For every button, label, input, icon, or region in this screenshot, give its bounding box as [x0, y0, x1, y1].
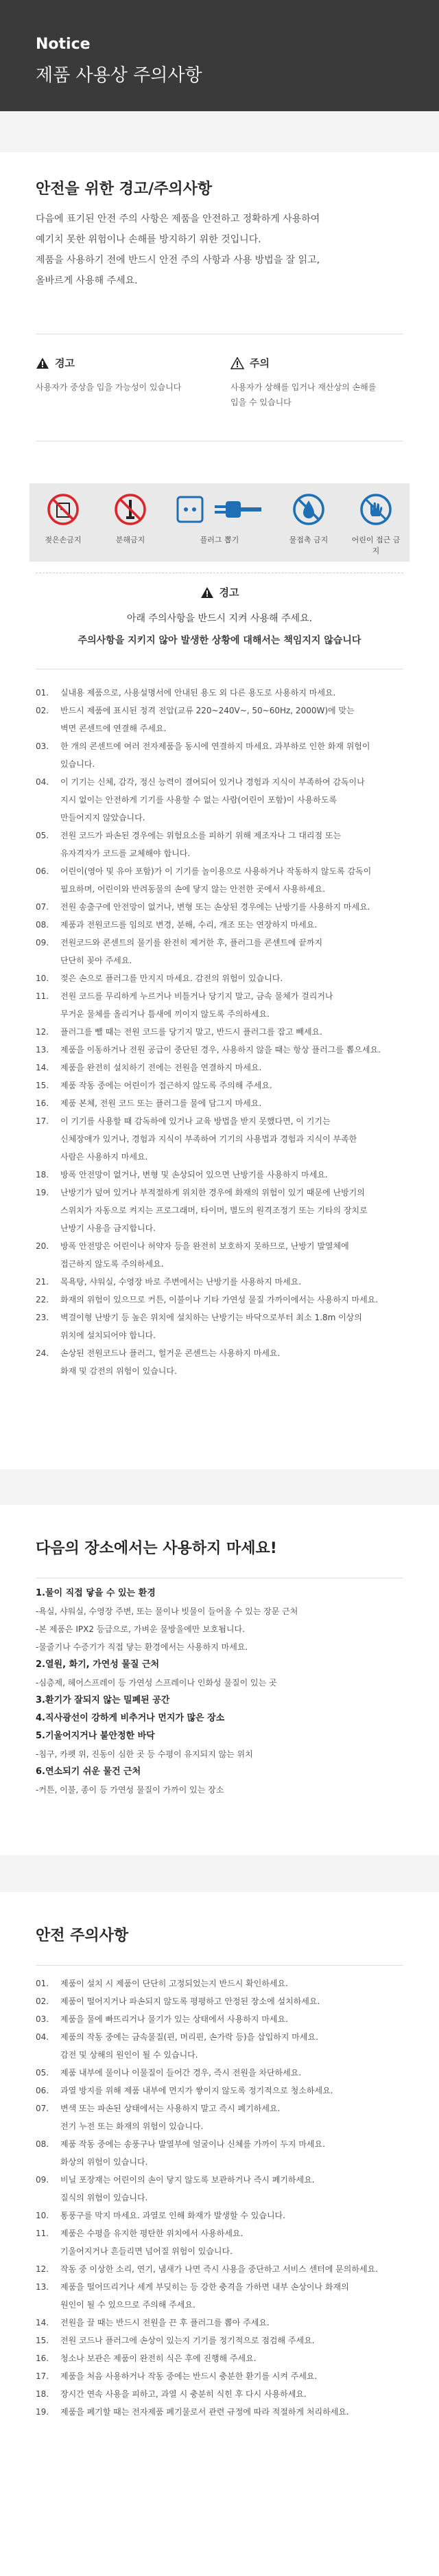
- no-wet-hands-icon: [47, 493, 80, 526]
- item-number: [36, 809, 60, 827]
- list-item: [36, 2296, 410, 2314]
- list-item: [36, 1184, 410, 1201]
- no-water-icon: [292, 493, 325, 526]
- item-text: 제품과 전원코드를 임의로 변경, 분해, 수리, 개조 또는 연장하지 마세요.: [60, 920, 318, 930]
- item-text: 화상의 위험이 있습니다.: [60, 2157, 148, 2167]
- item-number: [36, 2117, 60, 2135]
- item-text: 제품의 작동 중에는 금속물질(핀, 머리핀, 손가락 등)을 삽입하지 마세요.: [60, 2032, 318, 2042]
- item-text: 제품을 떨어뜨리거나 세게 부딪히는 등 강한 충격을 가하면 내부 손상이나 화재의: [60, 2282, 349, 2292]
- list-item: [36, 755, 410, 773]
- item-number: [36, 1148, 60, 1166]
- warning-icon: [200, 586, 214, 599]
- item-number: 19.: [36, 2407, 49, 2417]
- item-number: 01.: [36, 688, 49, 698]
- warning-box: [36, 356, 211, 395]
- list-item: [36, 2153, 410, 2171]
- icon-label: 젖은손금지: [45, 536, 82, 544]
- item-text: 한 개의 콘센트에 여러 전자제품을 동시에 연결하지 마세요. 과부하로 인한 화재 위험이: [60, 741, 370, 751]
- list-item: [36, 1148, 410, 1166]
- item-number: [36, 1255, 60, 1273]
- place-heading: 3.환기가 잘되지 않는 밀폐된 공간: [36, 1695, 170, 1705]
- item-number: 13.: [36, 1045, 49, 1055]
- list-item: [36, 2100, 410, 2117]
- icon-item: [350, 493, 402, 556]
- item-text: 제품을 폐기할 때는 전자제품 폐기물로서 관련 규정에 따라 적절하게 처리하세요.: [60, 2407, 349, 2417]
- list-item: [36, 1005, 410, 1023]
- list-item: [36, 1326, 410, 1344]
- icon-label: 플러그 뽑기: [200, 536, 239, 544]
- list-item: [36, 934, 410, 952]
- item-text: 감전 및 상해의 원인이 될 수 있습니다.: [60, 2050, 198, 2060]
- item-text: 통풍구를 막지 마세요. 과열로 인해 화재가 발생할 수 있습니다.: [60, 2211, 285, 2220]
- item-text: 난방기가 덮여 있거나 부적절하게 위치한 경우에 화재의 위험이 있기 때문에 난방기의: [60, 1188, 365, 1197]
- item-text: 무거운 물체를 올리거나 틈새에 끼이지 않도록 주의하세요.: [60, 1009, 270, 1019]
- list-item: [36, 827, 410, 844]
- intro-line: 올바르게 사용해 주세요.: [36, 275, 138, 286]
- cautions-section: [0, 1892, 439, 2576]
- item-text: 단단히 꽂아 주세요.: [60, 956, 132, 965]
- list-item: [36, 987, 410, 1005]
- list-item: [36, 2332, 410, 2349]
- safety-intro: [36, 209, 406, 291]
- safety-section: [0, 152, 439, 1469]
- item-text: 전원 코드를 무리하게 누르거나 비틀거나 당기지 말고, 금속 물체가 걸리거나: [60, 991, 333, 1001]
- place-heading: 1.물이 직접 닿을 수 있는 환경: [36, 1588, 156, 1598]
- item-text: 작동 중 이상한 소리, 연기, 냄새가 나면 즉시 사용을 중단하고 서비스 센터에 문의하세요.: [60, 2264, 378, 2274]
- item-text: 플러그를 뺄 때는 전원 코드를 당기지 말고, 반드시 플러그를 잡고 빼세요.: [60, 1027, 322, 1037]
- item-text: 제품을 이동하거나 전원 공급이 중단된 경우, 사용하지 않을 때는 항상 플러그를 뽑으세요.: [60, 1045, 381, 1055]
- item-number: 12.: [36, 1027, 49, 1037]
- item-number: 02.: [36, 706, 49, 715]
- safety-heading: 안전을 위한 경고/주의사항: [36, 181, 213, 198]
- icon-label: 어린이 접근 금지: [351, 536, 401, 555]
- list-item: [36, 1992, 410, 2010]
- no-disassembly-icon: [114, 493, 147, 526]
- item-number: 12.: [36, 2264, 49, 2274]
- item-text: 이 기기를 사용할 때 감독하에 있거나 교육 방법을 받지 못했다면, 이 기기는: [60, 1116, 331, 1126]
- list-item: [36, 2349, 410, 2367]
- item-number: [36, 2296, 60, 2314]
- list-item: [36, 898, 410, 916]
- item-number: 05.: [36, 2068, 49, 2078]
- places-list: [36, 1585, 410, 1799]
- item-number: 13.: [36, 2282, 49, 2292]
- list-item: [36, 2117, 410, 2135]
- place-detail: -심층제, 헤어스프레이 등 가연성 스프레이나 인화성 물질이 있는 곳: [36, 1678, 277, 1688]
- list-item: [36, 684, 410, 702]
- cautions-list: [36, 1975, 410, 2421]
- item-text: 벽걸이형 난방기 등 높은 위치에 설치하는 난방기는 바닥으로부터 최소 1.8m 이상의: [60, 1313, 362, 1322]
- cautions-heading: 안전 주의사항: [36, 1927, 129, 1944]
- caution-desc: 사용자가 상해를 입거나 재산상의 손해를 입을 수 있습니다: [230, 382, 377, 407]
- item-text: 난방기 사용을 금지합니다.: [60, 1223, 156, 1233]
- item-number: 10.: [36, 974, 49, 983]
- item-number: 18.: [36, 2389, 49, 2399]
- item-text: 지시 없이는 안전하게 기기를 사용할 수 없는 사람(어린이 포함)이 사용하도록: [60, 795, 337, 805]
- item-text: 비닐 포장재는 어린이의 손이 닿지 않도록 보관하거나 즉시 폐기하세요.: [60, 2175, 315, 2185]
- list-item: [36, 2385, 410, 2403]
- place-detail: -물줄기나 수증기가 직접 닿는 환경에서는 사용하지 마세요.: [36, 1642, 248, 1652]
- item-number: 21.: [36, 1277, 49, 1287]
- item-text: 제품 작동 중에는 어린이가 접근하지 않도록 주의해 주세요.: [60, 1081, 272, 1090]
- item-text: 위치에 설치되어야 합니다.: [60, 1331, 156, 1340]
- list-item: [36, 2403, 410, 2421]
- item-text: 방폭 안전망이 없거나, 변형 및 손상되어 있으면 난방기를 사용하지 마세요.: [60, 1170, 328, 1180]
- warning-title: 경고: [55, 357, 75, 369]
- place-heading: 5.기울어지거나 불안정한 바닥: [36, 1731, 155, 1741]
- item-number: 22.: [36, 1295, 49, 1304]
- item-number: 11.: [36, 991, 49, 1001]
- item-text: 전원 송출구에 안전망이 없거나, 변형 또는 손상된 경우에는 난방기를 사용하지 마세요.: [60, 902, 370, 912]
- item-text: 전원을 끌 때는 반드시 전원을 끈 후 플러그를 뽑아 주세요.: [60, 2318, 270, 2327]
- list-item: [36, 809, 410, 827]
- icon-label: 물접촉 금지: [289, 536, 329, 544]
- icon-label: 분해금지: [115, 536, 145, 544]
- item-number: [36, 2046, 60, 2064]
- place-detail: -커튼, 이불, 종이 등 가연성 물질이 가까이 있는 장소: [36, 1785, 224, 1795]
- item-number: [36, 1326, 60, 1344]
- icon-item: [283, 493, 335, 545]
- list-item: [36, 1130, 410, 1148]
- safety-list: [36, 684, 410, 1380]
- place-detail: -욕실, 샤워실, 수영장 주변, 또는 물이나 빗물이 들어올 수 있는 장문 근처: [36, 1607, 298, 1616]
- item-number: 03.: [36, 741, 49, 751]
- list-item: [36, 702, 410, 720]
- caution-header: [0, 585, 439, 652]
- item-number: 02.: [36, 1997, 49, 2006]
- item-text: 사람은 사용하지 마세요.: [60, 1152, 148, 1162]
- list-item: [36, 2207, 410, 2224]
- item-number: 15.: [36, 2336, 49, 2345]
- item-number: [36, 952, 60, 969]
- list-item: [36, 2082, 410, 2100]
- item-number: 07.: [36, 2104, 49, 2113]
- item-number: 11.: [36, 2229, 49, 2238]
- place-heading: 2.열원, 화기, 가연성 물질 근처: [36, 1659, 160, 1670]
- item-text: 제품은 수평을 유지한 평탄한 위치에서 사용하세요.: [60, 2229, 244, 2238]
- unplug-icon: [175, 493, 264, 526]
- item-number: 14.: [36, 2318, 49, 2327]
- intro-line: 다음에 표기된 안전 주의 사항은 제품을 안전하고 정확하게 사용하여: [36, 214, 320, 225]
- item-text: 청소나 보관은 제품이 완전히 식은 후에 진행해 주세요.: [60, 2354, 257, 2363]
- item-number: [36, 880, 60, 898]
- list-item: [36, 2028, 410, 2046]
- list-item: [36, 1291, 410, 1309]
- item-number: 05.: [36, 831, 49, 840]
- item-number: 03.: [36, 2014, 49, 2024]
- item-number: 06.: [36, 866, 49, 876]
- list-item: [36, 2046, 410, 2064]
- item-text: 벽면 콘센트에 연결해 주세요.: [60, 724, 167, 733]
- list-item: [36, 1309, 410, 1326]
- item-text: 전원 코드나 플러그에 손상이 있는지 기기를 정기적으로 점검해 주세요.: [60, 2336, 315, 2345]
- item-text: 있습니다.: [60, 759, 95, 769]
- list-item: [36, 2242, 410, 2260]
- item-text: 필요하며, 어린이와 반려동물의 손에 닿지 않는 안전한 곳에서 사용하세요.: [60, 884, 325, 894]
- item-number: 15.: [36, 1081, 49, 1090]
- list-item: [36, 773, 410, 791]
- item-number: [36, 720, 60, 737]
- list-item: [36, 737, 410, 755]
- warning-icon: [36, 357, 49, 369]
- icon-item: [171, 493, 268, 545]
- item-text: 화재 및 감전의 위험이 있습니다.: [60, 1366, 177, 1376]
- item-text: 전기 누전 또는 화재의 위험이 있습니다.: [60, 2121, 204, 2131]
- list-item: [36, 916, 410, 934]
- item-text: 변색 또는 파손된 상태에서는 사용하지 말고 즉시 폐기하세요.: [60, 2104, 281, 2113]
- item-text: 제품 작동 중에는 송풍구나 발열부에 얼굴이나 신체를 가까이 두지 마세요.: [60, 2139, 325, 2149]
- list-item: [36, 1077, 410, 1094]
- item-text: 스위치가 자동으로 켜지는 프로그래머, 타이머, 별도의 원격조정기 또는 기타의 장치로: [60, 1206, 368, 1215]
- place-heading: 6.연소되기 쉬운 물건 근처: [36, 1767, 141, 1777]
- list-item: [36, 2314, 410, 2332]
- caution-box: [230, 356, 381, 410]
- header-subtitle: Notice: [36, 36, 91, 53]
- list-item: [36, 1975, 410, 1992]
- list-item: [36, 1219, 410, 1237]
- item-text: 제품을 물에 빠뜨리거나 물기가 있는 상태에서 사용하지 마세요.: [60, 2014, 288, 2024]
- item-number: 01.: [36, 1979, 49, 1988]
- item-text: 제품 내부에 물이나 이물질이 들어간 경우, 즉시 전원을 차단하세요.: [60, 2068, 302, 2078]
- prohibition-icons: [29, 483, 410, 562]
- item-number: 09.: [36, 2175, 49, 2185]
- item-number: 24.: [36, 1348, 49, 1358]
- item-number: 16.: [36, 1099, 49, 1108]
- list-item: [36, 2135, 410, 2153]
- item-text: 기울어지거나 흔들리면 넘어질 위험이 있습니다.: [60, 2246, 233, 2256]
- item-number: [36, 2189, 60, 2207]
- item-text: 제품을 처음 사용하거나 작동 중에는 반드시 충분한 환기를 시켜 주세요.: [60, 2371, 318, 2381]
- item-number: 20.: [36, 1241, 49, 1251]
- list-item: [36, 1166, 410, 1184]
- item-text: 실내용 제품으로, 사용설명서에 안내된 용도 외 다른 용도로 사용하지 마세요.: [60, 688, 336, 698]
- list-item: [36, 1273, 410, 1291]
- item-number: 04.: [36, 2032, 49, 2042]
- item-number: 09.: [36, 938, 49, 947]
- places-section: [0, 1505, 439, 1855]
- item-text: 전원 코드가 파손된 경우에는 위험요소를 피하기 위해 제조자나 그 대리점 또는: [60, 831, 342, 840]
- list-item: [36, 2189, 410, 2207]
- header-title: 제품 사용상 주의사항: [36, 65, 202, 86]
- item-number: 18.: [36, 1170, 49, 1180]
- item-number: [36, 1201, 60, 1219]
- warning-desc: 사용자가 중상을 입을 가능성이 있습니다: [36, 382, 182, 392]
- item-number: 14.: [36, 1063, 49, 1072]
- list-item: [36, 952, 410, 969]
- caution-icon: [230, 357, 244, 369]
- list-item: [36, 1201, 410, 1219]
- item-number: [36, 1130, 60, 1148]
- item-text: 방폭 안전망은 어린이나 허약자 등을 완전히 보호하지 못하므로, 난방기 발열체에: [60, 1241, 349, 1251]
- item-number: 17.: [36, 1116, 49, 1126]
- list-item: [36, 720, 410, 737]
- list-item: [36, 1255, 410, 1273]
- list-item: [36, 791, 410, 809]
- list-item: [36, 2278, 410, 2296]
- divider: [36, 1965, 403, 1966]
- item-number: 23.: [36, 1313, 49, 1322]
- list-item: [36, 1344, 410, 1362]
- item-text: 장시간 연속 사용을 피하고, 과열 시 충분히 식힌 후 다시 사용하세요.: [60, 2389, 307, 2399]
- caution-title: 주의: [250, 357, 270, 369]
- places-heading: 다음의 장소에서는 사용하지 마세요!: [36, 1540, 277, 1557]
- item-number: [36, 1362, 60, 1380]
- place-detail: -침구, 카펫 위, 진동이 심한 곳 등 수평이 유지되지 않는 위치: [36, 1749, 253, 1759]
- list-item: [36, 2224, 410, 2242]
- list-item: [36, 1059, 410, 1077]
- item-text: 신체장애가 있거나, 경험과 지식이 부족하여 기기의 사용법과 경험과 지식이 부족한: [60, 1134, 357, 1144]
- item-text: 제품을 완전히 설치하기 전에는 전원을 연결하지 마세요.: [60, 1063, 262, 1072]
- page-header: [0, 0, 439, 111]
- list-item: [36, 844, 410, 862]
- item-text: 전원코드와 콘센트의 물기를 완전히 제거한 후, 플러그를 콘센트에 끝까지: [60, 938, 323, 947]
- item-number: [36, 791, 60, 809]
- item-text: 화재의 위험이 있으므로 커튼, 이불이나 기타 가연성 물질 가까이에서는 사용하지 마세요.: [60, 1295, 379, 1304]
- item-text: 과열 방지를 위해 제품 내부에 먼지가 쌓이지 않도록 정기적으로 청소하세요.: [60, 2086, 333, 2095]
- item-number: 04.: [36, 777, 49, 787]
- icon-item: [104, 493, 156, 545]
- item-text: 제품이 떨어지거나 파손되지 않도록 평평하고 안정된 장소에 설치하세요.: [60, 1997, 320, 2006]
- item-text: 원인이 될 수 있으므로 주의해 주세요.: [60, 2300, 195, 2310]
- item-text: 접근하지 않도록 주의하세요.: [60, 1259, 164, 1269]
- item-number: [36, 755, 60, 773]
- item-text: 반드시 제품에 표시된 정격 전압(교류 220~240V~, 50~60Hz, 2000W)에 맞는: [60, 706, 355, 715]
- item-number: [36, 1219, 60, 1237]
- list-item: [36, 1362, 410, 1380]
- list-item: [36, 1041, 410, 1059]
- list-item: [36, 2064, 410, 2082]
- no-children-icon: [359, 493, 392, 526]
- list-item: [36, 1094, 410, 1112]
- item-number: 07.: [36, 902, 49, 912]
- item-number: 16.: [36, 2354, 49, 2363]
- list-item: [36, 2260, 410, 2278]
- list-item: [36, 1237, 410, 1255]
- item-number: 19.: [36, 1188, 49, 1197]
- list-item: [36, 862, 410, 880]
- item-text: 젖은 손으로 플러그를 만지지 마세요. 감전의 위험이 있습니다.: [60, 974, 283, 983]
- item-text: 만들어지지 않았습니다.: [60, 813, 145, 823]
- caution-box-title: 경고: [219, 586, 239, 599]
- item-text: 질식의 위험이 있습니다.: [60, 2193, 148, 2203]
- list-item: [36, 969, 410, 987]
- item-text: 어린이(영아 및 유아 포함)가 이 기기를 놀이용으로 사용하거나 작동하지 않도록 감독이: [60, 866, 372, 876]
- item-text: 제품 본체, 전원 코드 또는 플러그를 물에 담그지 마세요.: [60, 1099, 262, 1108]
- intro-line: 제품을 사용하기 전에 반드시 안전 주의 사항과 사용 방법을 잘 읽고,: [36, 255, 320, 266]
- place-heading: 4.직사광선이 강하게 비추거나 먼지가 많은 장소: [36, 1713, 225, 1723]
- list-item: [36, 2367, 410, 2385]
- list-item: [36, 1023, 410, 1041]
- item-text: 이 기기는 신체, 감각, 정신 능력이 결여되어 있거나 경험과 지식이 부족하여 감독이나: [60, 777, 365, 787]
- list-item: [36, 880, 410, 898]
- icon-item: [37, 493, 89, 545]
- item-number: 10.: [36, 2211, 49, 2220]
- item-text: 손상된 전원코드나 플러그, 헐거운 콘센트는 사용하지 마세요.: [60, 1348, 281, 1358]
- item-text: 목욕탕, 샤워실, 수영장 바로 주변에서는 난방기를 사용하지 마세요.: [60, 1277, 302, 1287]
- list-item: [36, 1112, 410, 1130]
- list-item: [36, 2010, 410, 2028]
- intro-line: 예기치 못한 위험이나 손해를 방지하기 위한 것입니다.: [36, 234, 261, 245]
- list-item: [36, 2171, 410, 2189]
- place-detail: -본 제품은 IPX2 등급으로, 가벼운 물방울에만 보호됩니다.: [36, 1624, 245, 1634]
- item-text: 유자격자가 코드를 교체해야 합니다.: [60, 849, 191, 858]
- caution-line: 주의사항을 지키지 않아 발생한 상황에 대해서는 책임지지 않습니다: [78, 635, 361, 646]
- item-number: [36, 1005, 60, 1023]
- item-text: 제품이 설치 시 제품이 단단히 고정되었는지 반드시 확인하세요.: [60, 1979, 288, 1988]
- item-number: 08.: [36, 920, 49, 930]
- item-number: 17.: [36, 2371, 49, 2381]
- item-number: 08.: [36, 2139, 49, 2149]
- caution-line: 아래 주의사항을 반드시 지켜 사용해 주세요.: [126, 613, 313, 624]
- item-number: [36, 2242, 60, 2260]
- item-number: [36, 844, 60, 862]
- item-number: 06.: [36, 2086, 49, 2095]
- item-number: [36, 2153, 60, 2171]
